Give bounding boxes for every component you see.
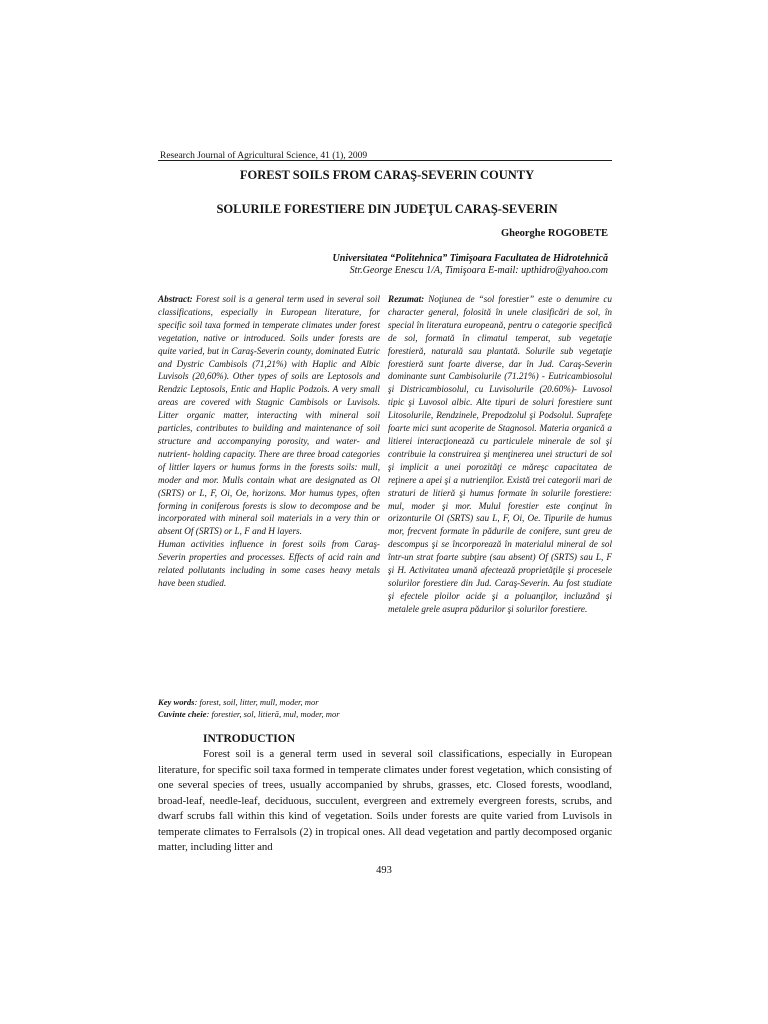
keywords-romanian bbox=[158, 708, 458, 720]
author-name: Gheorghe ROGOBETE bbox=[500, 228, 608, 239]
journal-header: Research Journal of Agricultural Science, 41 (1), 2009 bbox=[160, 151, 368, 161]
affiliation-institution: Universitatea “Politehnica” Timişoara Facultatea de Hidrotehnică bbox=[332, 253, 608, 264]
rezumat-label: Rezumat: bbox=[388, 294, 425, 304]
rezumat-paragraph bbox=[388, 293, 612, 616]
keywords-text: : forest, soil, litter, mull, moder, mor bbox=[194, 697, 319, 707]
rezumat-text: Noţiunea de “sol forestier” este o denumire cu character general, folosită în unele clasificări de sol, în special în literatura europeană, pentru o categorie specifică de sol, formată în climatul temperat, sub vegetaţie forestieră, naturală sau plantată. Solurile sub vegetaţie forestieră sunt foarte diverse, dar în Jud. Caraş-Severin dominante sunt Cambisolurile (71.21%) - Eutricambiosolul şi Districambiosolul, cu Luvisolurile (20.60%)- Luvosol tipic şi Luvosol albic. Alte tipuri de soluri forestiere sunt Litosolurile, Rendzinele, Prepodzolul şi Podsolul. Suprafeţe foarte mici sunt acoperite de Stagnosol. Materia organică a litierei interacţionează cu particulele minerale de sol şi contribuie la construirea şi menţinerea unei structuri de sol şi implicit a unei porozităţi ce măreşc capacitatea de reţinere a apei şi a nutrienţilor. Există trei categorii mari de straturi de litieră şi humus formate în solurile forestiere: mul, moder şi mor. Mulul forestier este conţinut în orizonturile Ol (SRTS) sau L, F, Oi, Oe. Tipurile de humus mor, frecvent formate în pădurile de conifere, sunt greu de descompus şi se încorporează în materialul mineral de sol într-un strat foarte subţire (sau absent) Of (SRTS) sau L, F şi H. Activitatea umană afectează proprietăţile şi procesele solurilor forestiere din Jud. Caraş-Severin. Au fost studiate şi efectele ploilor acide şi a poluanţilor, incluzând şi metalele grele asupra pădurilor şi solurilor forestiere. bbox=[388, 294, 612, 614]
abstract-paragraph-2: Human activities influence in forest soils from Caraş-Severin properties and processes. Effects of acid rain and related pollutants including in some cases heavy metals have been studied. bbox=[158, 539, 380, 588]
introduction-heading: INTRODUCTION bbox=[203, 733, 296, 745]
keywords-label: Key words bbox=[158, 697, 195, 707]
cuvinte-cheie-label: Cuvinte cheie bbox=[158, 709, 207, 719]
affiliation-address: Str.George Enescu 1/A, Timişoara E-mail: upthidro@yahoo.com bbox=[349, 265, 608, 276]
cuvinte-cheie-text: : forestier, sol, litieră, mul, moder, mor bbox=[206, 709, 340, 719]
keywords-block bbox=[158, 696, 458, 720]
affiliation bbox=[188, 253, 608, 277]
introduction-body bbox=[158, 747, 612, 856]
abstract-text: Forest soil is a general term used in several soil classifications, especially in European literature, for specific soil taxa formed in temperate climates under forest vegetation, native or introduced. Soils under forests are quite varied, but in Caraş-Severin county, dominated Eutric and Dystric Cambisols (71,21%) with Haplic and Albic Luvisols (20,60%). Other types of soils are Leptosols and Rendzic Leptosols, Entic and Haplic Podzols. A very small areas are covered with Stagnic Cambisols or Luvisols. Litter organic matter, interacting with mineral soil particles, contributes to building and maintenance of soil structure and accompanying porosity, and water- and nutrient- holding capacity. There are three broad categories of littler layers or humus forms in the forests soils: mull, moder and mor. Mulls contain what are designated as Ol (SRTS) or L, F, Oi, Oe, horizons. Mor humus types, often forming in coniferous forests is slow to decompose and be incorporated with mineral soil materials in a very thin or absent Of (SRTS) or L, F and H layers. bbox=[158, 294, 380, 537]
abstract-paragraph bbox=[158, 293, 380, 538]
abstract-column bbox=[158, 293, 380, 590]
abstract-label: Abstract: bbox=[158, 294, 193, 304]
rezumat-column bbox=[388, 293, 612, 616]
title-english: FOREST SOILS FROM CARAŞ-SEVERIN COUNTY bbox=[239, 168, 535, 182]
keywords-english bbox=[158, 696, 458, 708]
page-number: 493 bbox=[376, 865, 392, 876]
introduction-paragraph: Forest soil is a general term used in several soil classifications, especially in European literature, for specific soil taxa formed in temperate climates under forest vegetation, which consisting of one several species of trees, usually accompanied by shrubs, grasses, etc. Closed forests, woodland, broad-leaf, needle-leaf, deciduous, succulent, evergreen and extremely evergreen forests, scrubs, and dwarf scrubs fall within this kind of vegetation. Soils under forests are quite varied from Luvisols in temperate climates to Ferralsols (2) in tropical ones. All dead vegetation and partly decomposed organic matter, including litter and bbox=[158, 748, 612, 853]
title-romanian: SOLURILE FORESTIERE DIN JUDEŢUL CARAŞ-SEVERIN bbox=[216, 202, 558, 216]
header-rule bbox=[158, 160, 612, 161]
